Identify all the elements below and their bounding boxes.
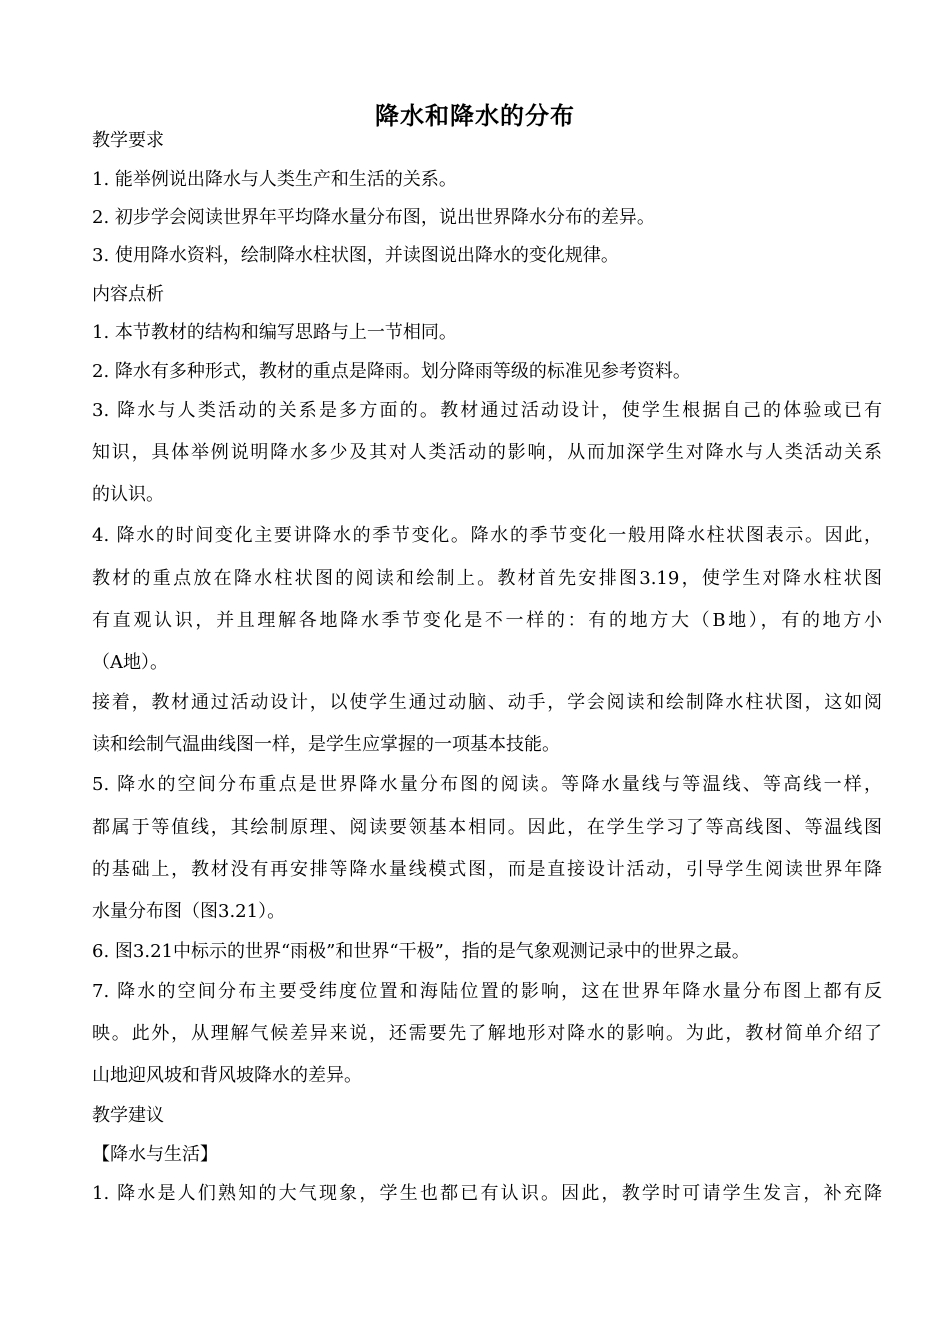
text-line: 1. 本节教材的结构和编写思路与上一节相同。 [92,322,457,343]
text-line: 1. 能举例说出降水与人类生产和生活的关系。 [92,169,457,190]
text-line: 水量分布图（图3.21）。 [92,901,286,922]
text-line: 3. 使用降水资料，绘制降水柱状图，并读图说出降水的变化规律。 [92,245,619,266]
text-line: 6. 图3.21中标示的世界“雨极”和世界“干极”，指的是气象观测记录中的世界之最。 [92,941,750,962]
section-heading-analysis: 内容点析 [92,284,164,305]
text-line: 5. 降水的空间分布重点是世界降水量分布图的阅读。等降水量线与等温线、等高线一样， [92,774,882,795]
text-line: 教材的重点放在降水柱状图的阅读和绘制上。教材首先安排图3.19，使学生对降水柱状图 [92,568,882,589]
text-line: 2. 降水有多种形式，教材的重点是降雨。划分降雨等级的标准见参考资料。 [92,361,691,382]
text-line: 4. 降水的时间变化主要讲降水的季节变化。降水的季节变化一般用降水柱状图表示。因此， [92,525,882,546]
text-line: 的认识。 [92,484,164,505]
text-line: （A地）。 [92,652,168,673]
text-line: 接着，教材通过活动设计，以使学生通过动脑、动手，学会阅读和绘制降水柱状图，这如阅 [92,692,882,713]
section-heading-requirements: 教学要求 [92,130,164,151]
text-line: 都属于等值线，其绘制原理、阅读要领基本相同。因此，在学生学习了等高线图、等温线图 [92,817,882,838]
text-line: 7. 降水的空间分布主要受纬度位置和海陆位置的影响，这在世界年降水量分布图上都有反 [92,981,882,1002]
text-line: 读和绘制气温曲线图一样，是学生应掌握的一项基本技能。 [92,734,560,755]
text-line: 映。此外，从理解气候差异来说，还需要先了解地形对降水的影响。为此，教材简单介绍了 [92,1023,882,1044]
subsection-heading: 【降水与生活】 [92,1144,218,1165]
page-title: 降水和降水的分布 [375,101,575,130]
text-line: 的基础上，教材没有再安排等降水量线模式图，而是直接设计活动，引导学生阅读世界年降 [92,859,882,880]
text-line: 2. 初步学会阅读世界年平均降水量分布图，说出世界降水分布的差异。 [92,207,655,228]
section-heading-suggestions: 教学建议 [92,1105,164,1126]
text-line: 1. 降水是人们熟知的大气现象，学生也都已有认识。因此，教学时可请学生发言，补充降 [92,1183,882,1204]
text-line: 3. 降水与人类活动的关系是多方面的。教材通过活动设计，使学生根据自己的体验或已有 [92,400,882,421]
text-line: 知识，具体举例说明降水多少及其对人类活动的影响，从而加深学生对降水与人类活动关系 [92,442,882,463]
text-line: 有直观认识，并且理解各地降水季节变化是不一样的：有的地方大（B地），有的地方小 [92,610,882,631]
text-line: 山地迎风坡和背风坡降水的差异。 [92,1065,362,1086]
